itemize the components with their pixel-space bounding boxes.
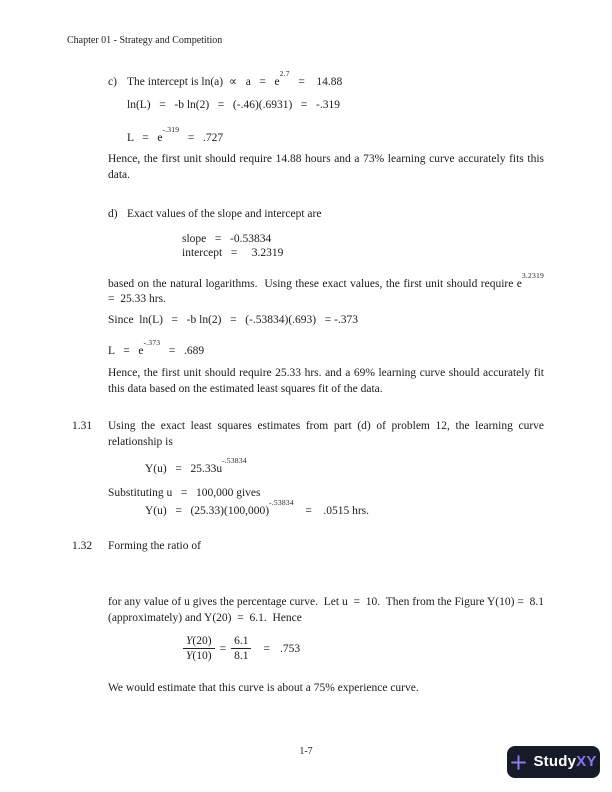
part-c-line1-text: The intercept is ln(a) ∝ a = e <box>127 75 280 88</box>
part-c-conclusion: Hence, the first unit should require 14.88 hours and a 73% learning curve accurately fits this data. <box>108 153 547 181</box>
problem-131-statement: Using the exact least squares estimates from part (d) of problem 12, the learning curve relationship is <box>108 420 547 448</box>
fraction-numeric-denominator: 8.1 <box>234 650 249 662</box>
part-c-line1 <box>108 71 342 89</box>
slope-value-line: slope = -0.53834 <box>182 233 272 245</box>
ratio-equation <box>183 635 300 662</box>
based-text: based on the natural logarithms. Using these exact values, the first unit should require e <box>108 277 522 290</box>
page-number: 1-7 <box>299 746 313 757</box>
plus-icon <box>510 754 527 771</box>
intercept-value-line: intercept = 3.2319 <box>182 247 284 259</box>
part-d-based-paragraph <box>108 271 550 308</box>
problem-131-equation1 <box>145 458 247 476</box>
problem-131-equation2 <box>145 500 369 518</box>
part-c-line3-text: L = e <box>127 131 163 144</box>
problem-132-conclusion: We would estimate that this curve is about a 75% experience curve. <box>108 682 419 694</box>
part-d-label: d) <box>108 208 118 220</box>
fraction-y-numerator <box>183 635 215 649</box>
based-exponent: 3.2319 <box>521 271 544 280</box>
part-c-line3-result: = .727 <box>179 131 224 144</box>
part-d-conclusion: Hence, the first unit should require 25.33 hrs. and a 69% learning curve should accurately fit this data based on the estimated least squares fit of the data. <box>108 367 547 395</box>
fraction-y <box>183 635 215 662</box>
part-c-line2: ln(L) = -b ln(2) = (-.46)(.6931) = -.319 <box>127 99 340 111</box>
substituting-line: Substituting u = 100,000 gives <box>108 487 261 499</box>
logo-xy-word: XY <box>576 753 597 770</box>
problem-131-number: 1.31 <box>72 420 93 432</box>
since-line: Since ln(L) = -b ln(2) = (-.53834)(.693) = -.373 <box>108 314 359 326</box>
part-d-l-result: = .689 <box>160 344 205 357</box>
equals-sign-2: = <box>263 642 270 655</box>
problem-132-number: 1.32 <box>72 540 93 552</box>
denominator-variable: Y <box>186 650 193 662</box>
ratio-result: .753 <box>279 642 301 655</box>
part-c-label: c) <box>108 75 117 88</box>
eq1-text: Y(u) = 25.33u <box>145 462 223 475</box>
fraction-numeric <box>231 635 251 662</box>
part-d-l-text: L = e <box>108 344 144 357</box>
eq2-text: Y(u) = (25.33)(100,000) <box>145 504 270 517</box>
fraction-numeric-numerator: 6.1 <box>231 635 251 649</box>
part-c-line3 <box>127 127 223 145</box>
part-c-line1-result: = 14.88 <box>289 75 343 88</box>
problem-132-paragraph: for any value of u gives the percentage curve. Let u = 10. Then from the Figure Y(10) = 8.1 (approximately) and Y(20) = 6.1. Hence <box>108 596 547 624</box>
part-d-l-line <box>108 340 204 358</box>
logo-study-word: Study <box>533 753 577 770</box>
logo-study-text <box>533 753 596 771</box>
numerator-variable: Y <box>186 635 193 647</box>
part-d-l-exponent: -.373 <box>143 338 161 347</box>
eq2-exponent: -.53834 <box>269 498 294 507</box>
part-d-heading-text: Exact values of the slope and intercept are <box>127 208 322 220</box>
eq2-result: = .0515 hrs. <box>293 504 370 517</box>
chapter-header: Chapter 01 - Strategy and Competition <box>67 35 223 46</box>
part-d-heading <box>108 208 321 222</box>
fraction-y-denominator <box>183 649 215 662</box>
denominator-argument: (10) <box>192 650 212 662</box>
studyxy-logo <box>507 746 600 778</box>
problem-132-statement: Forming the ratio of <box>108 540 201 552</box>
equals-sign-1: = <box>219 642 227 655</box>
part-c-line3-exponent: -.319 <box>162 125 180 134</box>
part-c-line1-exponent: 2.7 <box>279 69 290 78</box>
eq1-exponent: -.53834 <box>222 456 247 465</box>
numerator-argument: (20) <box>192 635 212 647</box>
based-result: = 25.33 hrs. <box>108 277 550 306</box>
